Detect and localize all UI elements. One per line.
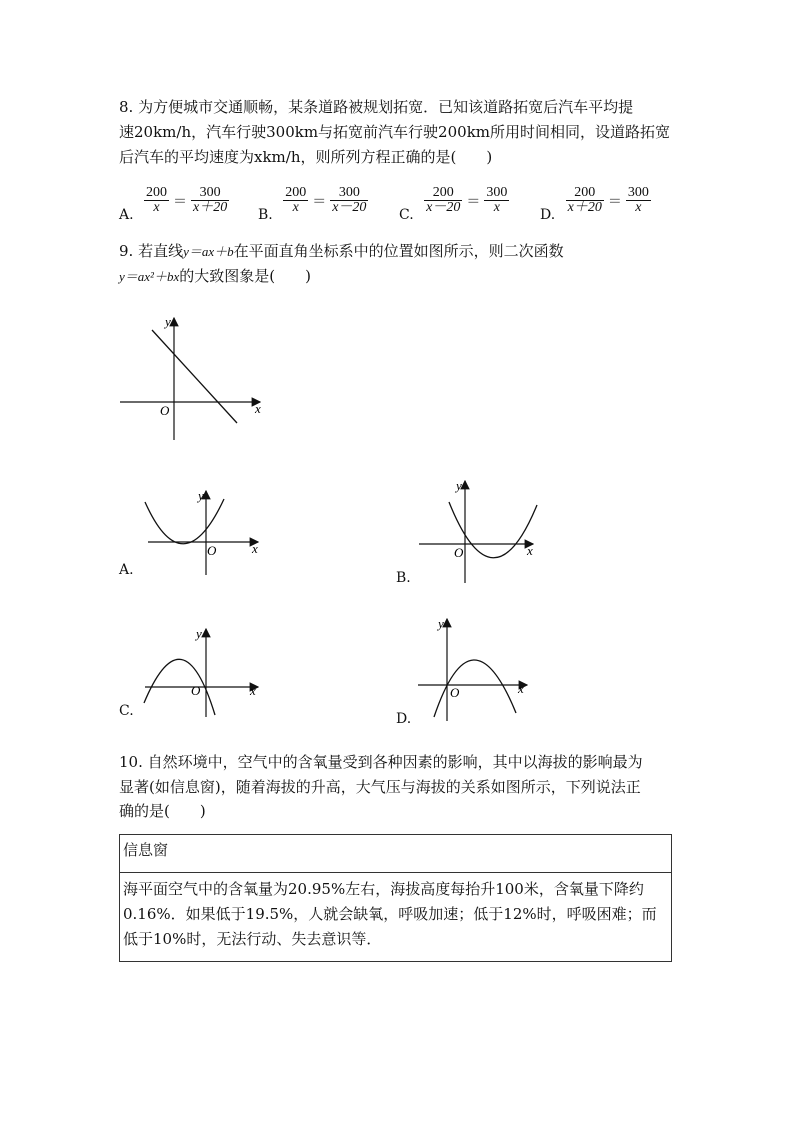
equals-sign: ＝: [607, 194, 622, 210]
fraction: $\frac{300}{x+20}$: [193, 185, 228, 215]
fraction: $\frac{300}{x}$: [486, 185, 508, 215]
choice-d-graph[interactable]: [412, 615, 542, 725]
q8-option-a[interactable]: [119, 185, 229, 223]
choice-a-label: A.: [119, 562, 134, 578]
fraction: $\frac{300}{x-20}$: [332, 185, 367, 215]
fraction: $\frac{200}{x}$: [285, 185, 307, 215]
q10-line-2: 显著(如信息窗)，随着海拔的升高，大气压与海拔的关系如图所示，下列说法正: [119, 778, 641, 796]
q10-line-1: 10. 自然环境中，空气中的含氧量受到各种因素的影响，其中以海拔的影响最为: [119, 753, 643, 771]
fraction: $\frac{200}{x}$: [146, 185, 168, 215]
q9-line-1: 9. 若直线y＝ax＋b在平面直角坐标系中的位置如图所示，则二次函数: [119, 242, 564, 260]
origin-label: O: [160, 403, 170, 418]
svg-text:x: x: [518, 681, 524, 696]
fraction: $\frac{200}{x+20}$: [567, 185, 602, 215]
equals-sign: ＝: [173, 194, 188, 210]
parabola-curve: [145, 499, 224, 544]
q8-option-b[interactable]: [258, 185, 368, 223]
q8-line-2: 速20km/h，汽车行驶300km与拓宽前汽车行驶200km所用时间相同，设道路拓宽: [119, 123, 671, 141]
y-axis-label: y: [165, 314, 171, 329]
svg-text:x: x: [252, 541, 258, 556]
equals-sign: ＝: [466, 194, 481, 210]
q9-line-2: y＝ax²＋bx的大致图象是( ): [119, 267, 311, 285]
svg-text:O: O: [207, 543, 217, 558]
svg-text:y: y: [198, 488, 204, 503]
svg-text:O: O: [191, 683, 201, 698]
svg-text:y: y: [438, 616, 444, 631]
given-line-graph: [110, 310, 280, 445]
option-label: B.: [258, 207, 273, 223]
option-label: C.: [399, 207, 414, 223]
choice-d-label: D.: [396, 711, 412, 727]
choice-c-label: C.: [119, 703, 134, 719]
quadratic-expression: y＝ax²＋bx: [119, 269, 180, 284]
info-window-body: 海平面空气中的含氧量为20.95%左右，海拔高度每抬升100米，含氧量下降约 0.16%．如果低于19.5%，人就会缺氧，呼吸加速；低于12%时，呼吸困难；而 低于10%时，无法行动、失去意识等．: [123, 880, 657, 948]
choice-b-label: B.: [396, 570, 411, 586]
linear-expression: y＝ax＋b: [183, 244, 234, 259]
choice-a-graph[interactable]: [140, 487, 270, 577]
q8-line-1: 8. 为方便城市交通顺畅，某条道路被规划拓宽．已知该道路拓宽后汽车平均提: [119, 98, 634, 116]
svg-text:O: O: [454, 545, 464, 560]
svg-text:x: x: [527, 543, 533, 558]
svg-text:y: y: [456, 478, 462, 493]
equals-sign: ＝: [312, 194, 327, 210]
info-window-title: 信息窗: [120, 835, 671, 873]
svg-text:y: y: [196, 626, 202, 641]
svg-text:O: O: [450, 685, 460, 700]
info-window: [119, 834, 672, 962]
svg-text:x: x: [250, 683, 256, 698]
q8-option-d[interactable]: [540, 185, 651, 223]
choice-c-graph[interactable]: [140, 625, 270, 720]
q8-option-c[interactable]: [399, 185, 509, 223]
parabola-curve: [434, 660, 516, 717]
x-axis-label: x: [255, 401, 261, 416]
q8-line-3: 后汽车的平均速度为xkm/h，则所列方程正确的是( ): [119, 148, 493, 166]
option-label: D.: [540, 207, 556, 223]
fraction: $\frac{200}{x-20}$: [426, 185, 461, 215]
choice-b-graph[interactable]: [413, 477, 543, 587]
option-label: A.: [119, 207, 134, 223]
fraction: $\frac{300}{x}$: [627, 185, 649, 215]
q10-line-3: 确的是( ): [119, 802, 206, 820]
